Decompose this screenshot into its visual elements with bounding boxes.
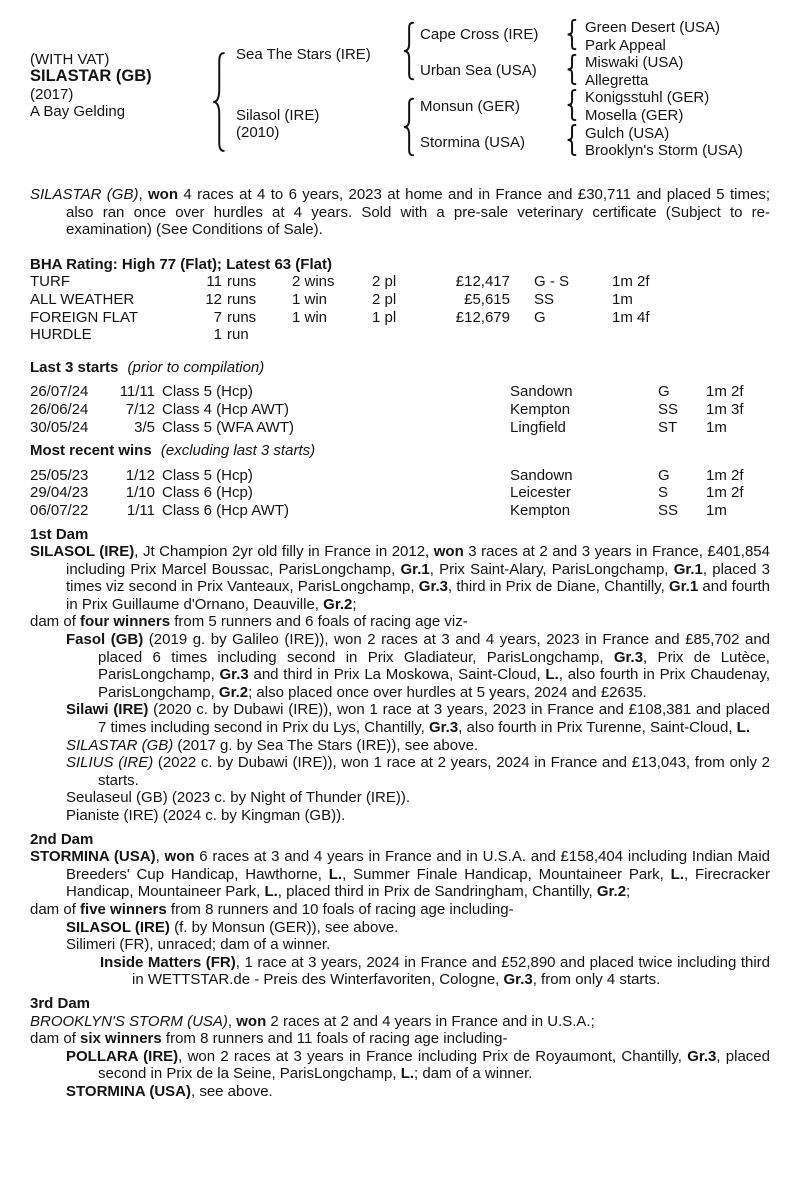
stats-row [30,326,770,344]
wins-count: 2 wins [292,273,335,291]
race-venue: Lingfield [510,418,566,436]
going-code: G [658,466,670,484]
going-code: SS [658,400,679,418]
section-title: Last 3 starts [30,358,119,376]
race-class: Class 5 (Hcp) [162,383,253,401]
dam-heading: 3rd Dam [30,994,91,1012]
race-position: 1/10 [125,484,155,502]
most-recent-wins-section [30,442,770,519]
race-class: Class 5 (WFA AWT) [162,418,294,436]
race-venue: Leicester [510,484,571,502]
places-count: 2 pl [372,290,397,308]
progeny-entry: Silawi (IRE) (2020 c. by Dubawi (IRE)), won 1 race at 3 years, 2023 in France and £108,381 and placed 7 times including second in Prix du Lys, Chantilly, Gr.3, also fourth in Prix Turenne, Saint-Cloud, L. [66,701,770,737]
race-row [30,467,770,485]
dam-heading: 2nd Dam [30,830,94,848]
runs-count: 12 [205,290,222,308]
gen2-name: Cape Cross (IRE) [420,26,539,43]
progeny-entry: Fasol (GB) (2019 g. by Galileo (IRE)), won 2 races at 3 and 4 years, 2023 in France and £85,702 and placed 6 times including second in Prix Gladiateur, ParisLongchamp, Gr.3, Prix de Lutèce, ParisLongchamp, Gr.3 and third in Prix La Moskowa, Saint-Cloud, L., also fourth in Prix Chaudenay, ParisLongchamp, Gr.2; also placed once over hurdles at 5 years, 2024 and £2635. [66,631,771,701]
second-dam-section [30,831,770,989]
race-date: 29/04/23 [30,484,89,502]
section-heading [30,359,770,377]
runs-unit: runs [227,308,257,326]
progeny-entry: SILIUS (IRE) (2022 c. by Dubawi (IRE)), won 1 race at 2 years, 2024 in France and £13,043, from only 2 starts. [66,754,770,789]
career-stats-table [30,273,770,343]
going-code: ST [658,418,678,436]
surface-label: FOREIGN FLAT [30,308,139,326]
race-date: 06/07/22 [30,501,89,519]
stats-row [30,273,770,291]
stats-row [30,291,770,309]
runs-count: 7 [213,308,222,326]
going-code: G [658,383,670,401]
runs-count: 1 [213,326,222,344]
race-venue: Sandown [510,383,573,401]
race-class: Class 5 (Hcp) [162,466,253,484]
dam-description: STORMINA (USA), won 6 races at 3 and 4 years in France and in U.S.A. and £158,404 including Indian Maid Breeders' Cup Handicap, Hawthorne, L., Summer Finale Handicap, Mountaineer Park, L., Firecracker Handicap, Mountaineer Park, L., placed third in Prix de Sandringham, Chantilly, Gr.2; [30,848,770,901]
distance: 1m 3f [706,400,744,418]
race-date: 30/05/24 [30,418,89,436]
gen2-name: Monsun (GER) [420,98,521,115]
race-date: 25/05/23 [30,466,89,484]
dam-of-line: dam of six winners from 8 runners and 11 foals of racing age including- [30,1030,508,1048]
brace-icon [211,50,226,154]
runs-unit: runs [227,273,257,291]
progeny-entry: Pianiste (IRE) (2024 c. by Kingman (GB)). [66,807,346,824]
places-count [372,326,422,344]
going-code: G - S [534,273,570,291]
race-venue: Kempton [510,400,571,418]
places-count: 2 pl [372,273,397,291]
surface-label: ALL WEATHER [30,290,135,308]
gen3-name: Gulch (USA) [585,125,670,142]
distance: 1m 4f [612,308,650,326]
gen3-name: Konigsstuhl (GER) [585,89,710,106]
race-record-summary: SILASTAR (GB), won 4 races at 4 to 6 years, 2023 at home and in France and £30,711 and placed 5 times; also ran once over hurdles at 4 years. Sold with a pre-sale veterinary certificate (Subject to re-examination) (See Conditions of Sale). [30,186,770,239]
gen3-name: Park Appeal [585,37,666,54]
race-position: 7/12 [125,400,155,418]
progeny-entry: Seulaseul (GB) (2023 c. by Night of Thunder (IRE)). [66,789,411,807]
gen2-name: Urban Sea (USA) [420,62,537,79]
wins-count: 1 win [292,308,328,326]
wins-count [292,326,372,344]
distance: 1m [706,501,727,519]
brace-icon [566,89,577,121]
bha-rating: BHA Rating: High 77 (Flat); Latest 63 (Flat) [30,255,332,273]
brace-icon [566,19,577,50]
pedigree-table [0,0,796,172]
race-row [30,383,770,401]
distance: 1m 2f [706,466,744,484]
gen3-name: Miswaki (USA) [585,54,684,71]
runs-count: 11 [206,273,222,291]
vat-note: (WITH VAT) [30,51,110,68]
distance: 1m 2f [706,383,744,401]
section-heading [30,442,770,460]
race-date: 26/07/24 [30,383,89,401]
race-position: 1/11 [126,501,155,519]
race-class: Class 6 (Hcp AWT) [162,501,289,519]
distance: 1m [706,418,727,436]
birth-year: (2017) [30,85,74,103]
distance: 1m 2f [706,484,744,502]
race-position: 11/11 [119,383,155,401]
dam-year: (2010) [236,124,280,141]
progeny-entry: Silimeri (FR), unraced; dam of a winner. [66,936,331,954]
stats-row [30,309,770,327]
runs-unit: run [227,326,249,344]
progeny-entry: Inside Matters (FR), 1 race at 3 years, 2024 in France and £52,890 and placed twice including third in WETTSTAR.de - Preis des Winterfavoriten, Cologne, Gr.3, from only 4 starts. [100,953,771,989]
race-row [30,502,770,520]
brace-icon [566,124,577,156]
section-title: Most recent wins [30,442,152,460]
race-row [30,401,770,419]
colour-sex: A Bay Gelding [30,102,126,120]
race-position: 3/5 [134,418,155,436]
surface-label: TURF [30,273,70,291]
wins-count: 1 win [292,290,328,308]
prize-money: £12,679 [455,308,510,326]
surface-label: HURDLE [30,326,92,344]
dam-name: Silasol (IRE) [236,107,320,124]
subject-block [30,51,152,120]
runs-unit: runs [227,290,257,308]
brace-icon [566,54,577,85]
first-dam-section [30,526,770,825]
distance: 1m 2f [612,273,650,291]
race-class: Class 4 (Hcp AWT) [162,400,289,418]
gen3-name: Allegretta [585,72,649,89]
prize-money [422,326,510,344]
dam-heading: 1st Dam [30,525,89,543]
dam-of-line: dam of five winners from 8 runners and 10 foals of racing age including- [30,900,514,918]
race-date: 26/06/24 [30,400,89,418]
horse-name: SILASTAR (GB) [30,67,152,86]
last-3-starts-section [30,359,770,436]
race-class: Class 6 (Hcp) [162,484,253,502]
prize-money: £5,615 [464,290,510,308]
progeny-entry: STORMINA (USA), see above. [66,1082,273,1100]
brace-icon [402,97,415,157]
progeny-entry: SILASTAR (GB) (2017 g. by Sea The Stars (IRE)), see above. [66,736,479,754]
progeny-entry: POLLARA (IRE), won 2 races at 3 years in France including Prix de Royaumont, Chantilly, Gr.3, placed second in Prix de la Seine, ParisLongchamp, L.; dam of a winner. [66,1047,770,1083]
going-code: SS [534,290,555,308]
distance: 1m [612,290,633,308]
places-count: 1 pl [372,308,397,326]
race-position: 1/12 [125,466,155,484]
section-note: (prior to compilation) [127,358,265,376]
gen3-name: Brooklyn's Storm (USA) [585,142,743,159]
dam-of-line: dam of four winners from 5 runners and 6 foals of racing age viz- [30,613,468,631]
dam-description: SILASOL (IRE), Jt Champion 2yr old filly in France in 2012, won 3 races at 2 and 3 years in France, £401,854 including Prix Marcel Boussac, ParisLongchamp, Gr.1, Prix Saint-Alary, ParisLongchamp, Gr.1, placed 3 times viz second in Prix Vanteaux, ParisLongchamp, Gr.3, third in Prix de Diane, Chantilly, Gr.1 and fourth in Prix Guillaume d'Ornano, Deauville, Gr.2; [30,543,771,613]
going-code: G [534,308,546,326]
progeny-entry: SILASOL (IRE) (f. by Monsun (GER)), see above. [66,918,399,936]
dam-description: BROOKLYN'S STORM (USA), won 2 races at 2 and 4 years in France and in U.S.A.; [30,1012,595,1030]
gen2-name: Stormina (USA) [420,134,526,151]
page-body [0,186,796,1101]
race-venue: Kempton [510,501,571,519]
race-row [30,484,770,502]
prize-money: £12,417 [455,273,510,291]
brace-icon [402,21,415,81]
sire-name: Sea The Stars (IRE) [236,46,371,63]
going-code [534,326,594,344]
going-code: SS [658,501,679,519]
race-row [30,419,770,437]
gen3-name: Mosella (GER) [585,107,684,124]
third-dam-section [30,995,770,1101]
going-code: S [658,484,669,502]
section-note: (excluding last 3 starts) [160,442,316,460]
gen3-name: Green Desert (USA) [585,19,721,36]
race-venue: Sandown [510,466,573,484]
